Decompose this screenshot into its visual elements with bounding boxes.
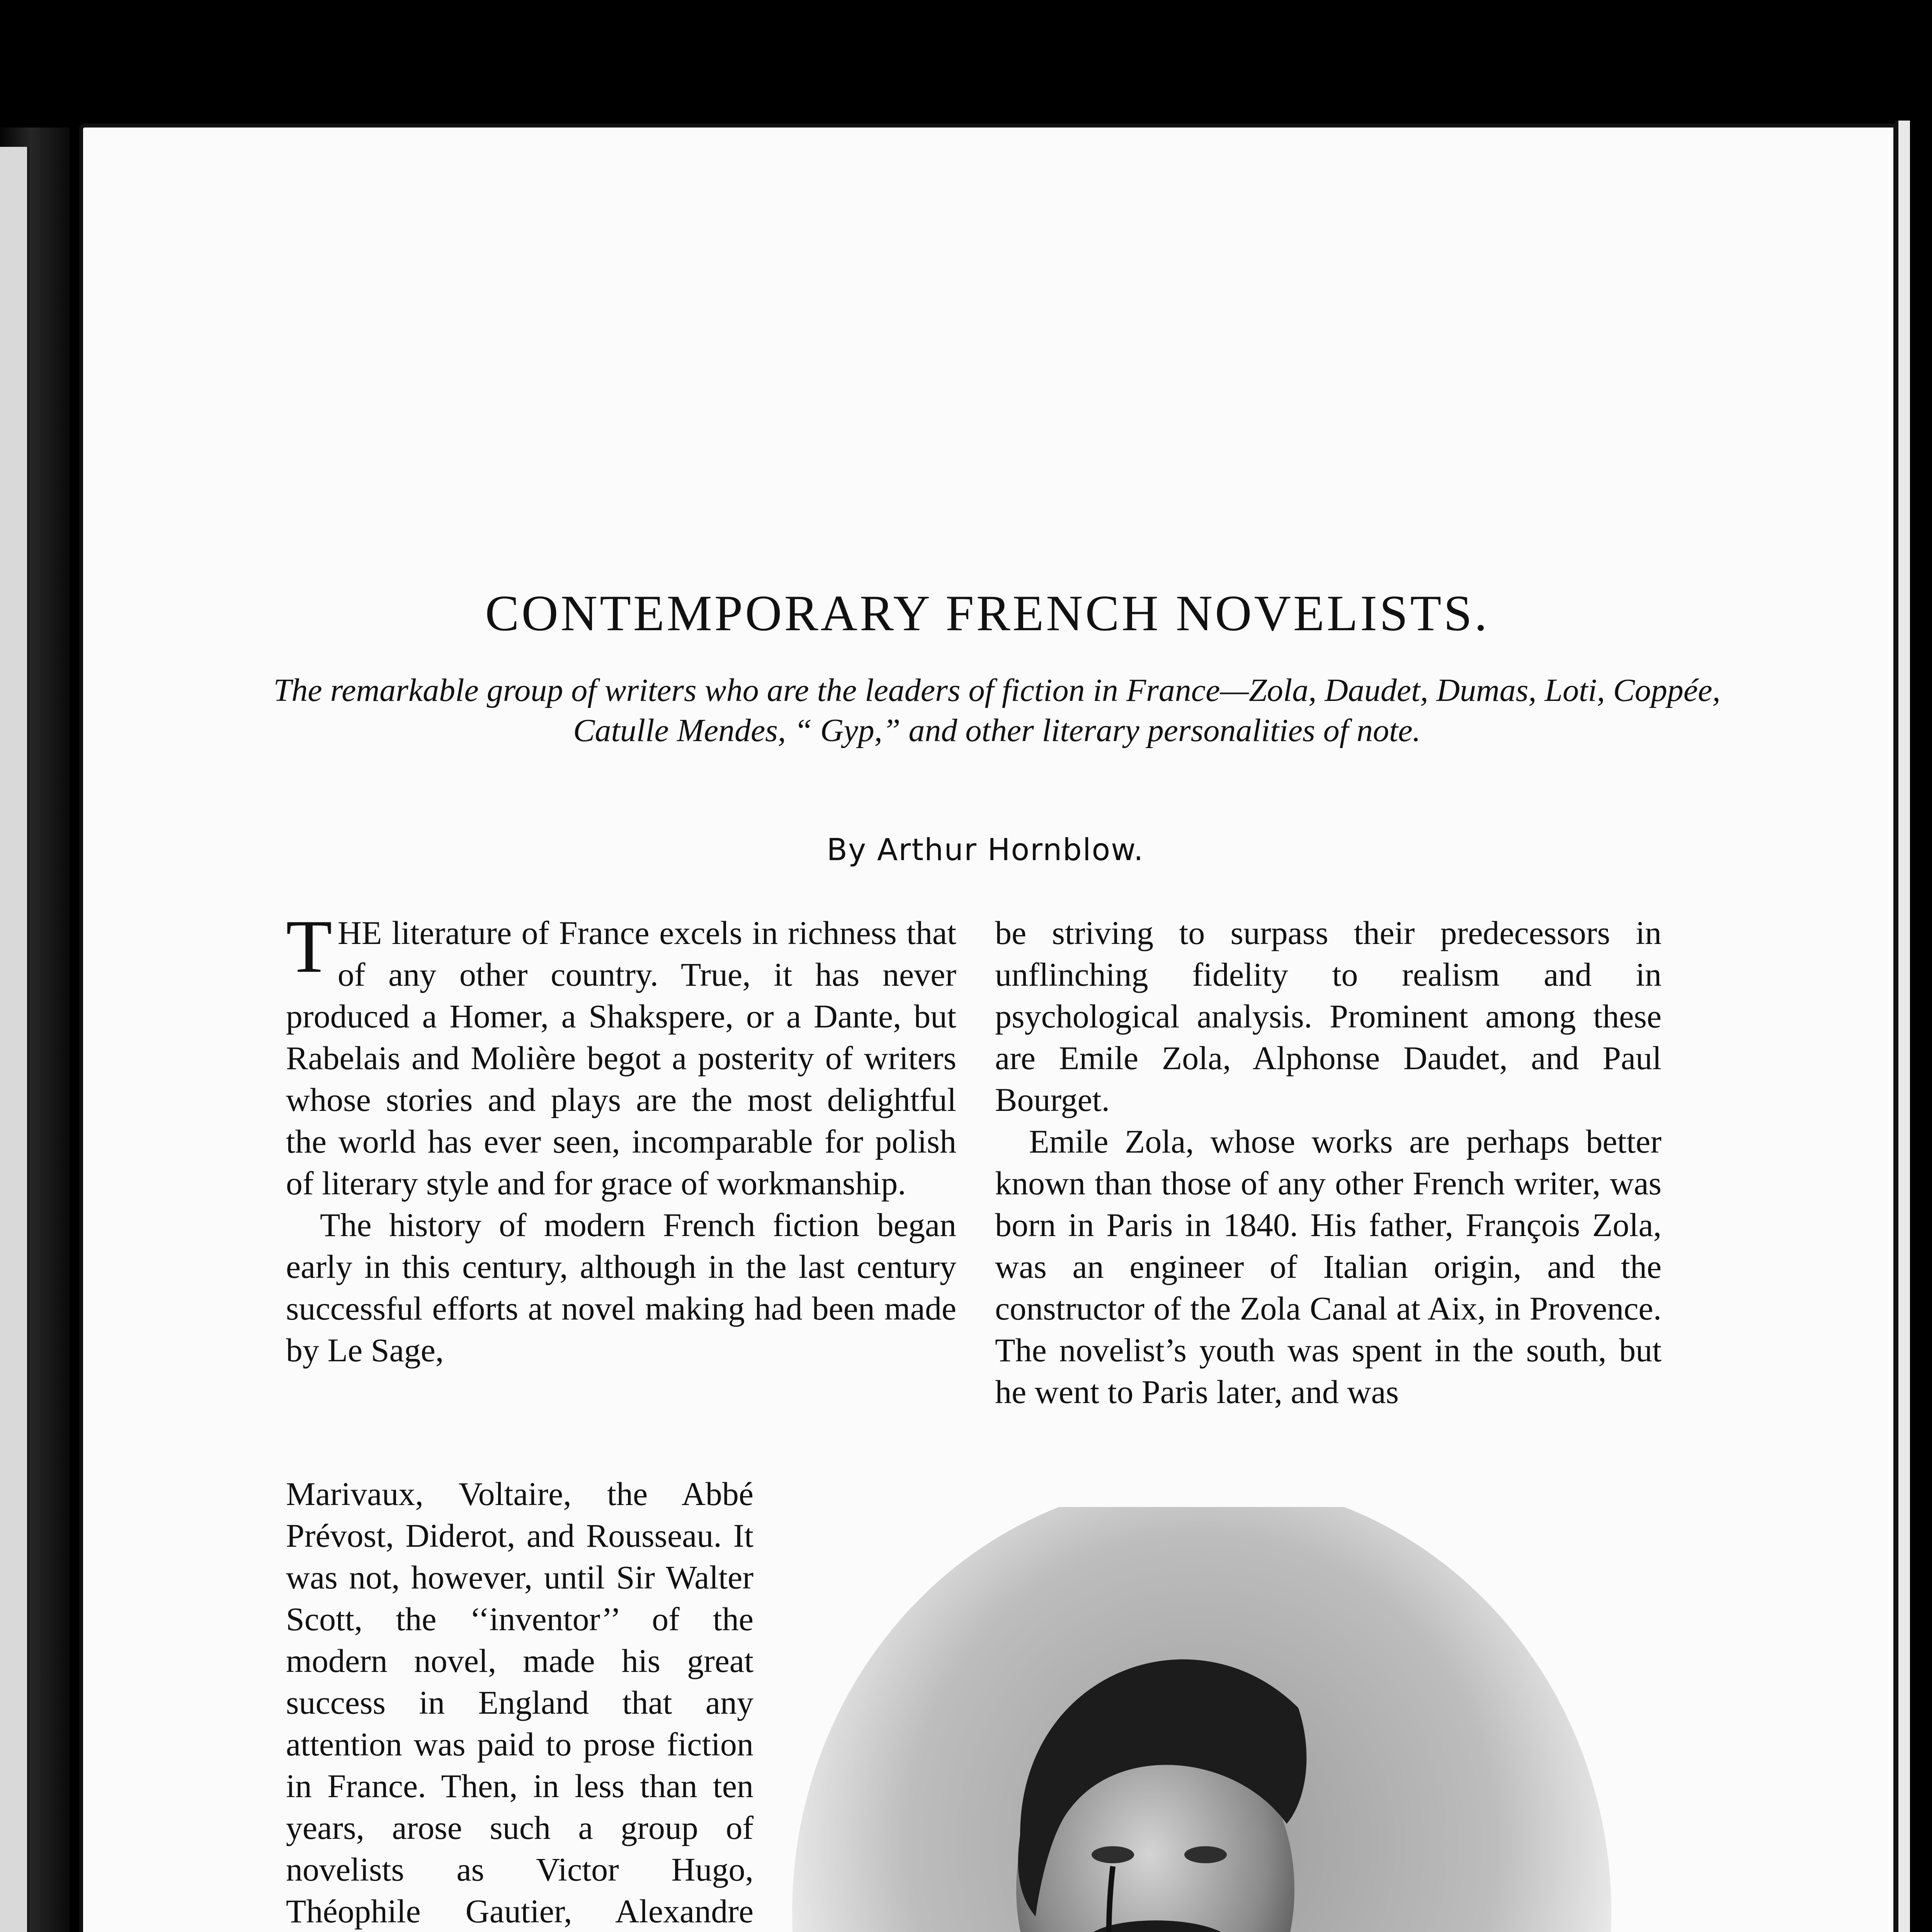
article-subtitle: The remarkable group of writers who are the leaders of fiction in France—Zola, Daudet, Dumas, Loti, Coppée, Catulle Mendes, “ Gyp,” and other literary personalities of note. [273, 672, 1721, 748]
page-stack-edge [1895, 121, 1910, 1932]
paragraph-1-text: HE literature of France excels in richness that of any other country. True, it has never produced a Homer, a Shakspere, or a Dante, but Rabelais and Molière begot a posterity of writers whose stories and plays are the most delightful the world has ever seen, incomparable for polish of literary style and for grace of workmanship. [286, 914, 956, 1202]
drop-cap: T [286, 905, 332, 988]
article-title: CONTEMPORARY FRENCH NOVELISTS. [485, 585, 1490, 641]
right-paragraph-2: Emile Zola, whose works are perhaps better known than those of any other French writer, was born in Paris in 1840. His father, François Zola, was an engineer of Italian origin, and the constructor of the Zola Canal at Aix, in Provence. The novelist’s youth was spent in the south, but he went to Paris later, and was [995, 1123, 1662, 1410]
left-eye [1092, 1846, 1134, 1863]
previous-page-edge [0, 147, 29, 1932]
left-column-narrow [286, 1473, 753, 1932]
paragraph-1 [286, 905, 956, 1204]
left-column-top [286, 905, 956, 1371]
right-paragraph-1: be striving to surpass their predecessors in unflinching fidelity to realism and in psychological analysis. Prominent among these are Emile Zola, Alphonse Daudet, and Paul Bourget. [995, 914, 1662, 1118]
right-column [995, 912, 1662, 1413]
paragraph-2-continued: Marivaux, Voltaire, the Abbé Prévost, Diderot, and Rousseau. It was not, however, until Sir Walter Scott, the ‘‘inventor’’ of the modern novel, made his great success in England that any attention was paid to prose fiction in France. Then, in less than ten years, arose such a group of novelists as Victor Hugo, Théophile Gautier, Alexandre [286, 1475, 753, 1930]
article-byline: By Arthur Hornblow. [827, 833, 1144, 867]
portrait-photograph [773, 1507, 1631, 1932]
paragraph-2-start: The history of modern French fiction began early in this century, although in the last century successful efforts at novel making had been made by Le Sage, [286, 1206, 956, 1369]
right-eye [1184, 1846, 1227, 1863]
